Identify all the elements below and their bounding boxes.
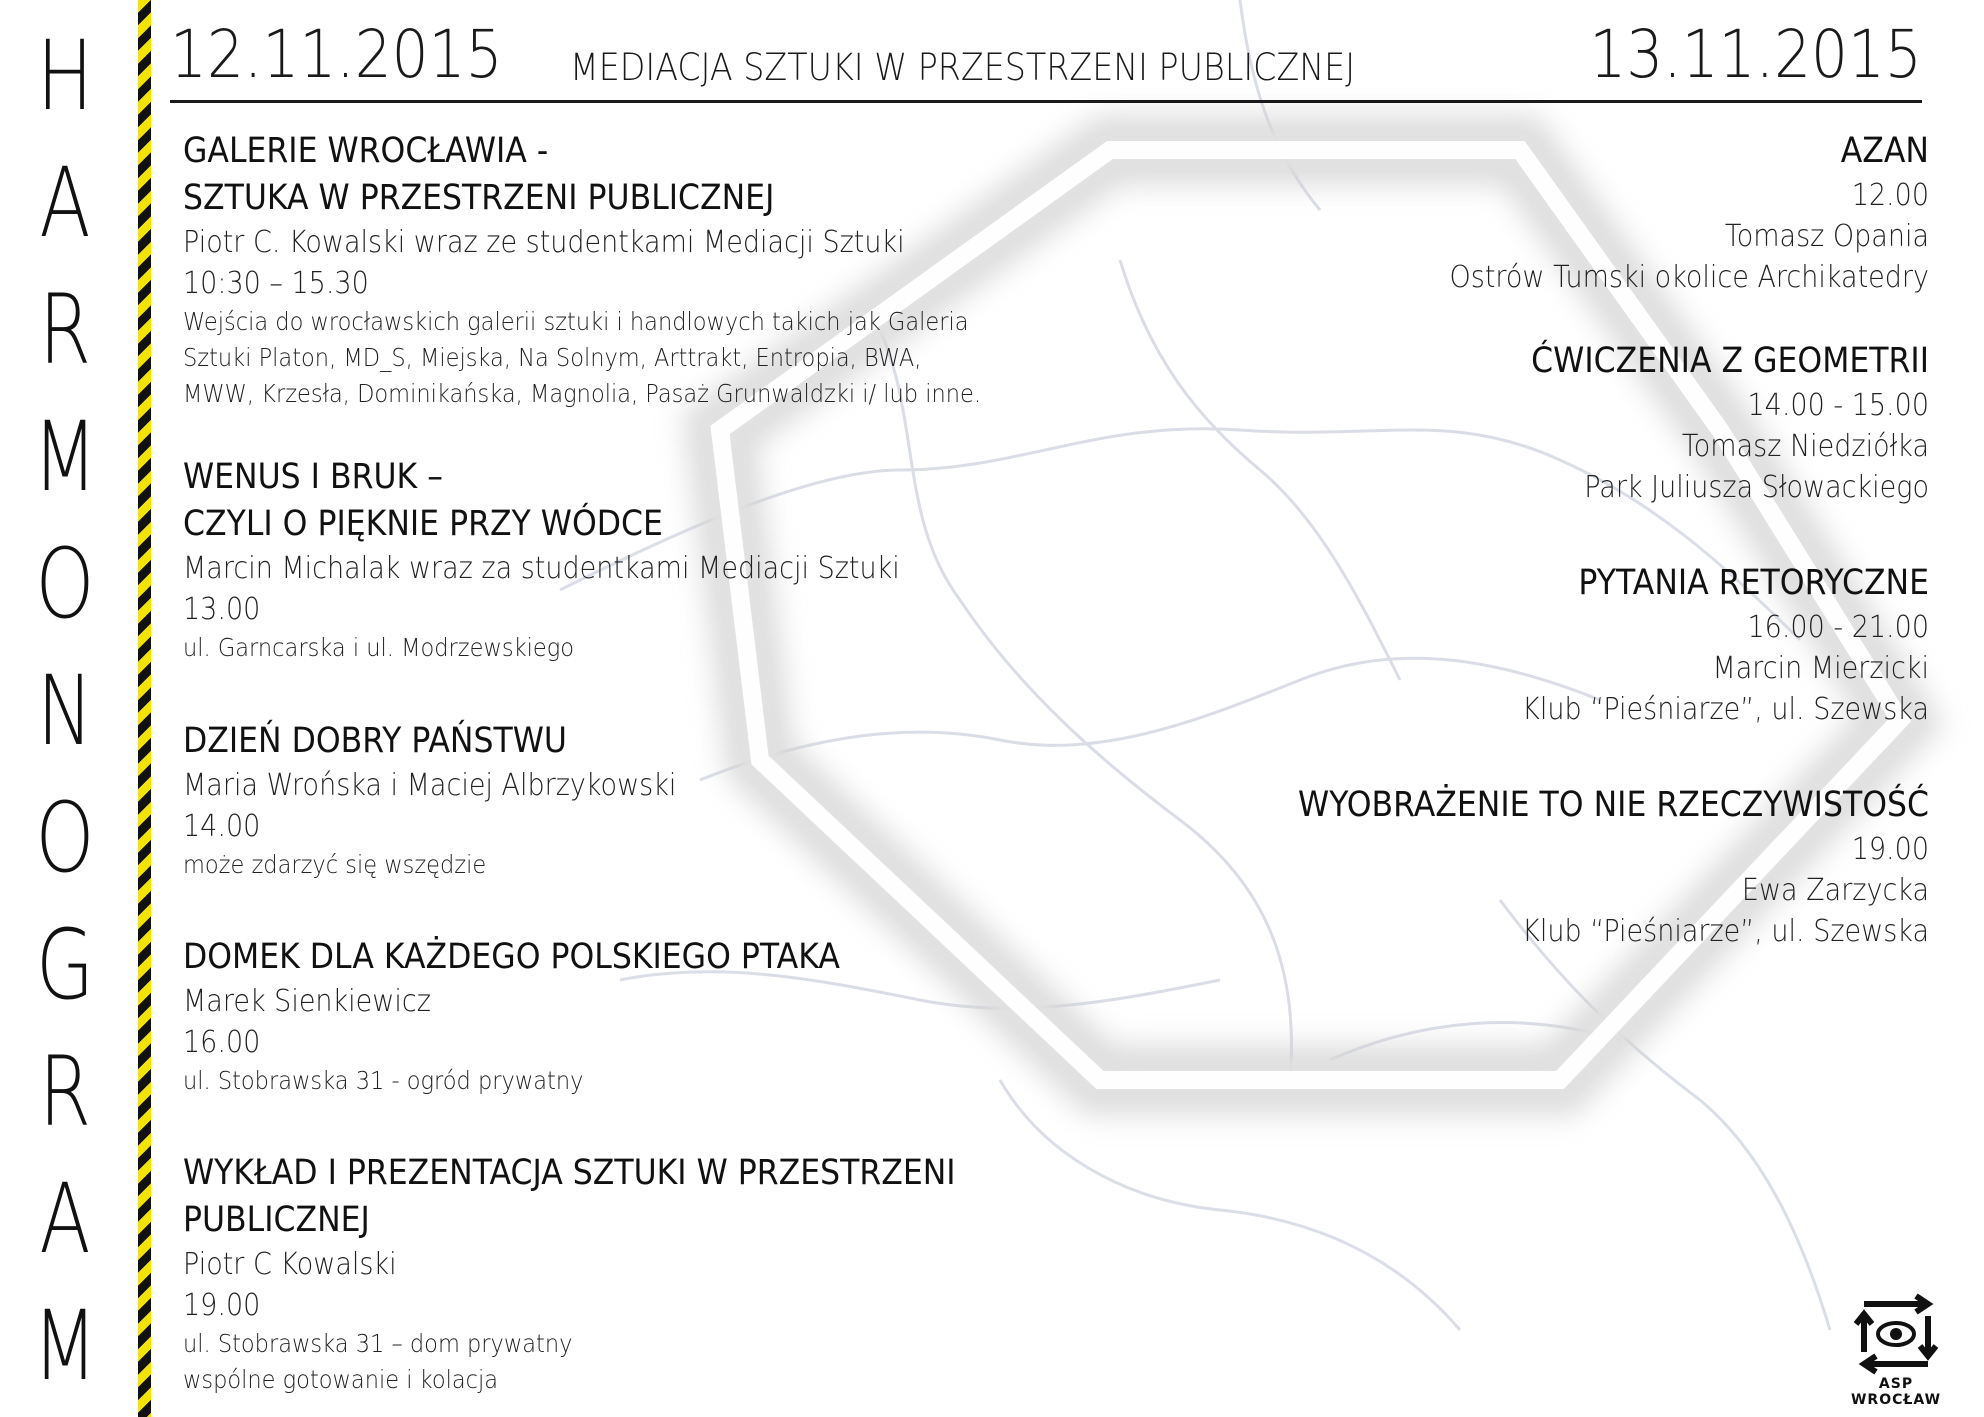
event-person: Piotr C. Kowalski wraz ze studentkami Mediacji Sztuki [183,225,905,260]
vertical-letter: O [35,528,95,640]
event-title: DZIEŃ DOBRY PAŃSTWU [183,721,567,761]
asp-wroclaw-logo [1836,1290,1956,1408]
event-title: PUBLICZNEJ [183,1200,370,1240]
event-cwiczenia-z-geometrii [1029,338,1929,508]
header [170,0,1924,104]
event-title: WYOBRAŻENIE TO NIE RZECZYWISTOŚĆ [1298,785,1929,825]
date-day-two: 13.11.2015 [1589,16,1922,93]
event-wyobrazenie [1029,782,1929,952]
vertical-letter: G [35,909,95,1021]
event-title: SZTUKA W PRZESTRZENI PUBLICZNEJ [183,178,775,218]
event-place: Klub “Pieśniarze”, ul. Szewska [1522,692,1929,727]
event-person: Tomasz Niedziółka [1681,429,1929,464]
vertical-letter: R [38,274,92,386]
event-time: 19.00 [1851,832,1929,867]
event-note: Sztuki Platon, MD_S, Miejska, Na Solnym, Arttrakt, Entropia, BWA, [183,343,922,372]
event-pytania-retoryczne [1029,560,1929,730]
vertical-letter: A [39,1163,91,1275]
logo-text: ASP WROCŁAW [1850,1376,1942,1408]
vertical-letter: R [38,1036,92,1148]
event-person: Tomasz Opania [1724,219,1929,254]
event-domek-dla-ptaka [183,934,1113,1099]
event-time: 10:30 – 15.30 [183,266,369,301]
event-title: WENUS I BRUK – [183,457,443,497]
event-time: 13.00 [183,592,261,627]
event-note: ul. Stobrawska 31 - ogród prywatny [183,1066,584,1095]
event-person: Ewa Zarzycka [1741,873,1929,908]
event-time: 19.00 [183,1288,261,1323]
event-note: może zdarzyć się wszędzie [183,850,487,879]
event-time: 12.00 [1851,178,1929,213]
event-place: Ostrów Tumski okolice Archikatedry [1449,260,1929,295]
vertical-letter: N [36,655,94,767]
event-title: DOMEK DLA KAŻDEGO POLSKIEGO PTAKA [183,937,840,977]
event-place: Klub “Pieśniarze”, ul. Szewska [1522,914,1929,949]
event-time: 14.00 - 15.00 [1747,388,1929,423]
vertical-letter: O [35,782,95,894]
event-note: Wejścia do wrocławskich galerii sztuki i handlowych takich jak Galeria [183,307,969,336]
event-title: AZAN [1840,131,1929,171]
hazard-stripe [138,0,151,1417]
date-day-one: 12.11.2015 [170,16,503,93]
event-note: MWW, Krzesła, Dominikańska, Magnolia, Pasaż Grunwaldzki i/ lub inne. [183,379,982,408]
event-person: Marcin Michalak wraz za studentkami Mediacji Sztuki [183,551,900,586]
asp-logo-icon [1836,1290,1956,1376]
vertical-letter: A [39,147,91,259]
vertical-letter: M [32,1290,98,1402]
header-divider [170,100,1922,103]
event-person: Marcin Mierzicki [1712,651,1929,686]
event-title: ĆWICZENIA Z GEOMETRII [1531,341,1929,381]
vertical-title-harmonogram [0,0,130,1417]
event-wyklad-i-prezentacja [183,1150,1113,1398]
event-note: ul. Garncarska i ul. Modrzewskiego [183,633,574,662]
event-time: 14.00 [183,809,261,844]
event-title: CZYLI O PIĘKNIE PRZY WÓDCE [183,504,663,544]
event-person: Piotr C Kowalski [183,1247,397,1282]
event-person: Maria Wrońska i Maciej Albrzykowski [183,768,677,803]
event-note: wspólne gotowanie i kolacja [183,1365,499,1394]
event-wenus-i-bruk [183,454,1113,666]
event-title: PYTANIA RETORYCZNE [1578,563,1929,603]
page-title: MEDIACJA SZTUKI W PRZESTRZENI PUBLICZNEJ [570,46,1356,89]
event-place: Park Juliusza Słowackiego [1584,470,1929,505]
event-person: Marek Sienkiewicz [183,984,431,1019]
event-title: WYKŁAD I PREZENTACJA SZTUKI W PRZESTRZENI [183,1153,956,1193]
event-title: GALERIE WROCŁAWIA - [183,131,549,171]
event-azan [1029,128,1929,298]
event-note: ul. Stobrawska 31 – dom prywatny [183,1329,573,1358]
event-dzien-dobry-panstwu [183,718,1113,883]
vertical-letter: M [32,401,98,513]
event-time: 16.00 [183,1025,261,1060]
event-galerie-wroclawia [183,128,1113,412]
vertical-letter: H [36,20,94,132]
event-time: 16.00 - 21.00 [1747,610,1929,645]
